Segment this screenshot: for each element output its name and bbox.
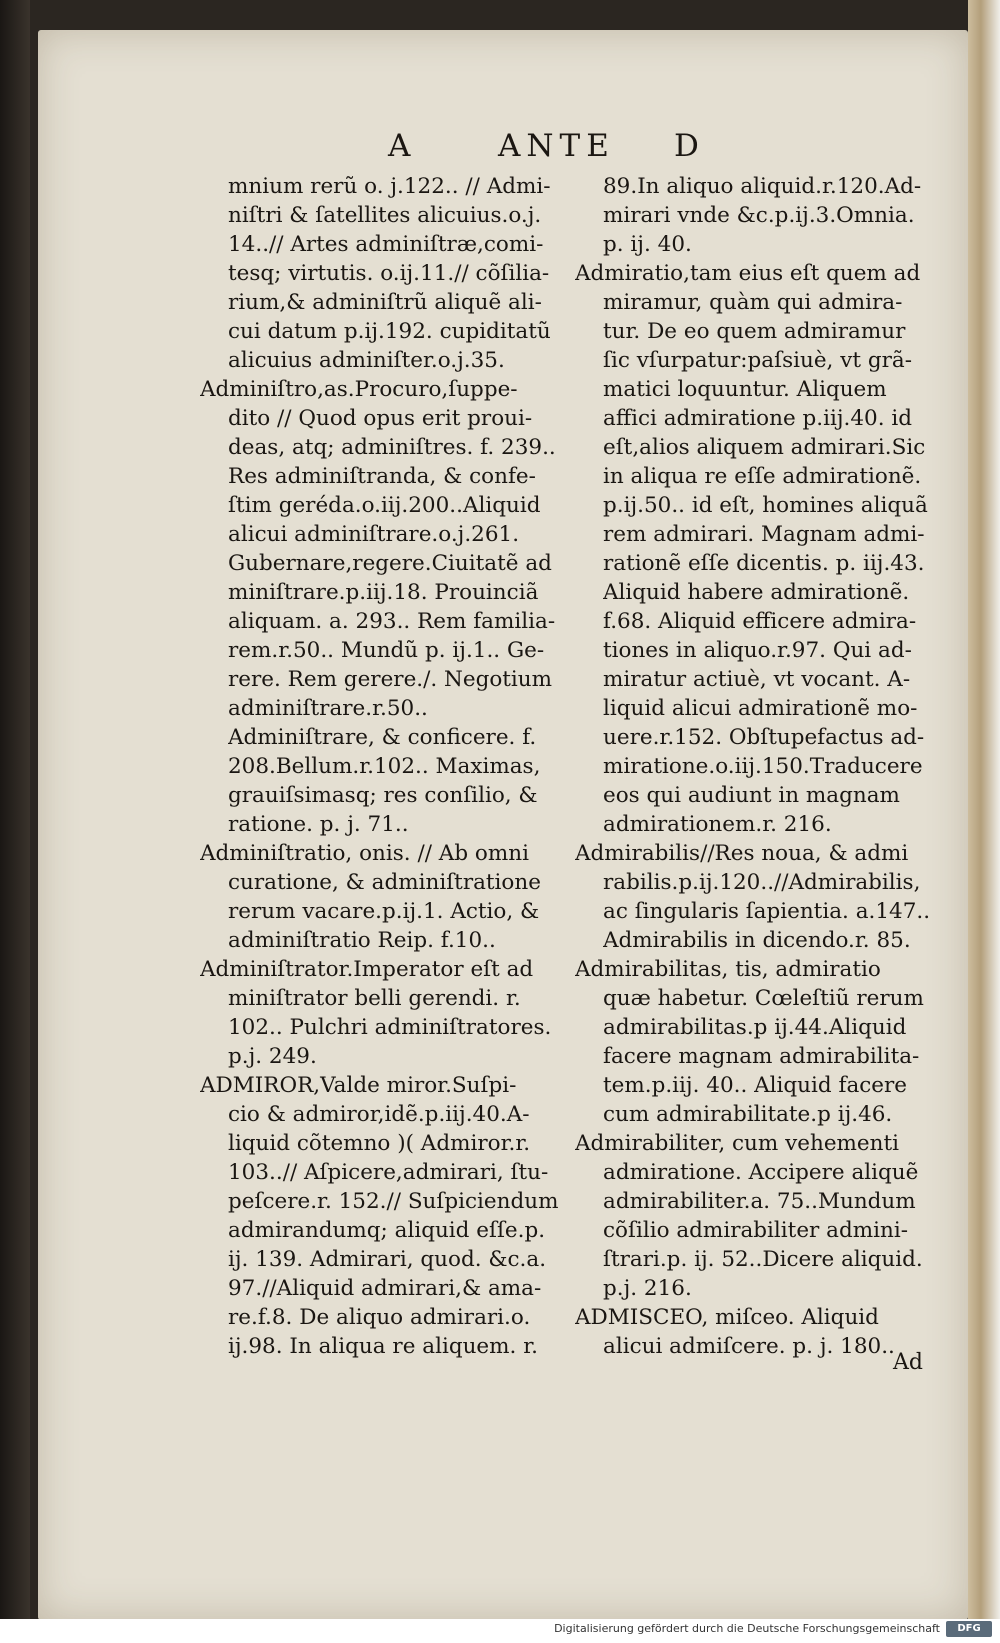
right-column-line: admiratione. Accipere aliquẽ [603,1160,919,1185]
header-left-letter: A [388,128,417,164]
left-column-line: cui datum p.ij.192. cupiditatũ [228,319,551,344]
left-column-line: 102.. Pulchri adminiſtratores. [228,1015,552,1040]
right-column-line: affici admiratione p.iij.40. id [603,406,913,431]
right-column-line: cõſilio admirabiliter admini- [603,1218,908,1243]
left-column-line: ſtim geréda.o.iij.200..Aliquid [228,493,541,518]
footer-bar [0,1619,1000,1643]
right-column-line: admirabiliter.a. 75..Mundum [603,1189,916,1214]
left-column-line: Adminiſtratio, onis. // Ab omni [200,841,529,866]
right-column-line: tiones in aliquo.r.97. Qui ad- [603,638,912,663]
left-column-line: ADMIROR,Valde miror.Suſpi- [200,1073,517,1098]
right-column-line: f.68. Aliquid efficere admira- [603,609,917,634]
left-column-line: rem.r.50.. Mundũ p. ij.1.. Ge- [228,638,545,663]
right-column-line: Admiratio,tam eius eſt quem ad [575,261,921,286]
right-column-line: ſtrari.p. ij. 52..Dicere aliquid. [603,1247,923,1272]
right-column-line: tur. De eo quem admiramur [603,319,906,344]
left-column-line: miniſtrare.p.iij.18. Prouinciã [228,580,539,605]
right-column-line: rabilis.p.ij.120..//Admirabilis, [603,870,921,895]
right-column-line: quæ habetur. Cœleſtiũ rerum [603,986,924,1011]
left-column-line: p.j. 249. [228,1044,317,1069]
right-column-line: tem.p.iij. 40.. Aliquid facere [603,1073,908,1098]
left-column-line: peſcere.r. 152.// Suſpiciendum [228,1189,559,1214]
left-column-line: 14..// Artes adminiſtræ,comi- [228,232,544,257]
footer-credit: Digitalisierung gefördert durch die Deutsche Forschungsgemeinschaft [554,1622,940,1635]
right-column-line: in aliqua re eſſe admirationẽ. [603,464,922,489]
left-column-line: curatione, & adminiſtratione [228,870,541,895]
left-column-line: rerum vacare.p.ij.1. Actio, & [228,899,540,924]
left-column-line: adminiſtrare.r.50.. [228,696,428,721]
header-center-word: ANTE [498,128,615,164]
left-column-line: rere. Rem gerere./. Negotium [228,667,553,692]
left-column-line: Adminiſtro,as.Procuro,ſuppe- [200,377,518,402]
left-column-line: ij. 139. Admirari, quod. &c.a. [228,1247,547,1272]
right-column-line: Admirabilitas, tis, admiratio [575,957,881,982]
right-column-line: ADMISCEO, miſceo. Aliquid [575,1305,879,1330]
left-column-line: re.f.8. De aliquo admirari.o. [228,1305,531,1330]
left-column-line: alicuius adminiſter.o.j.35. [228,348,505,373]
left-column-line: dito // Quod opus erit proui- [228,406,533,431]
left-column-line: 103..// Aſpicere,admirari, ſtu- [228,1160,549,1185]
right-column-line: facere magnam admirabilita- [603,1044,920,1069]
book-edge-left [0,0,30,1643]
dfg-logo: DFG [946,1621,992,1637]
left-column-line: mnium rerũ o. j.122.. // Admi- [228,174,551,199]
right-column-line: uere.r.152. Obſtupefactus ad- [603,725,925,750]
book-edge-right [968,0,1000,1643]
right-column-line: miramur, quàm qui admira- [603,290,903,315]
right-column-line: rem admirari. Magnam admi- [603,522,925,547]
right-column-line: mirari vnde &c.p.ij.3.Omnia. [603,203,915,228]
left-column [200,172,623,1361]
right-column-line: Admirabilis//Res noua, & admi [575,841,909,866]
right-column-line: ac ſingularis ſapientia. a.147.. [603,899,931,924]
left-column-line: cio & admiror,idẽ.p.iij.40.A- [228,1102,530,1127]
catchword: Ad [893,1350,923,1375]
book-page [38,30,968,1620]
left-column-line: grauiſsimasq; res conſilio, & [228,783,538,808]
left-column-line: aliquam. a. 293.. Rem familia- [228,609,556,634]
left-column-line: miniſtrator belli gerendi. r. [228,986,521,1011]
left-column-line: deas, atq; adminiſtres. f. 239.. [228,435,556,460]
right-column-line: miratione.o.iij.150.Traducere [603,754,923,779]
left-column-line: admirandumq; aliquid eſſe.p. [228,1218,546,1243]
right-column [575,172,953,1361]
right-column-line: 89.In aliquo aliquid.r.120.Ad- [603,174,922,199]
left-column-line: Res adminiſtranda, & confe- [228,464,536,489]
right-column-line: p. ij. 40. [603,232,692,257]
left-column-line: ratione. p. j. 71.. [228,812,409,837]
right-column-line: Admirabilis in dicendo.r. 85. [603,928,911,953]
header-right-letter: D [674,128,705,164]
left-column-line: 208.Bellum.r.102.. Maximas, [228,754,541,779]
right-column-line: matici loquuntur. Aliquem [603,377,887,402]
left-column-line: niſtri & ſatellites alicuius.o.j. [228,203,542,228]
left-column-line: Adminiſtrare, & conficere. f. [228,725,537,750]
right-column-line: alicui admiſcere. p. j. 180.. [603,1334,895,1359]
left-column-line: tesq; virtutis. o.ij.11.// cõſilia- [228,261,550,286]
right-column-line: cum admirabilitate.p ij.46. [603,1102,893,1127]
left-column-line: ij.98. In aliqua re aliquem. r. [228,1334,538,1359]
right-column-line: eſt,alios aliquem admirari.Sic [603,435,926,460]
right-column-line: Aliquid habere admirationẽ. [603,580,910,605]
right-column-line: eos qui audiunt in magnam [603,783,900,808]
running-header [38,128,968,168]
right-column-line: liquid alicui admirationẽ mo- [603,696,918,721]
right-column-line: admirationem.r. 216. [603,812,832,837]
right-column-line: Admirabiliter, cum vehementi [575,1131,900,1156]
right-column-line: ſic vſurpatur:paſsiuè, vt grã- [603,348,912,373]
right-column-line: p.ij.50.. id eſt, homines aliquã [603,493,928,518]
right-column-line: p.j. 216. [603,1276,692,1301]
left-column-line: 97.//Aliquid admirari,& ama- [228,1276,542,1301]
right-column-line: miratur actiuè, vt vocant. A- [603,667,911,692]
left-column-line: adminiſtratio Reip. f.10.. [228,928,496,953]
left-column-line: alicui adminiſtrare.o.j.261. [228,522,520,547]
left-column-line: rium,& adminiſtrũ aliquẽ ali- [228,290,542,315]
right-column-line: admirabilitas.p ij.44.Aliquid [603,1015,907,1040]
left-column-line: Adminiſtrator.Imperator eſt ad [200,957,534,982]
left-column-line: liquid cõtemno )( Admiror.r. [228,1131,531,1156]
left-column-line: Gubernare,regere.Ciuitatẽ ad [228,551,552,576]
right-column-line: rationẽ eſſe dicentis. p. iij.43. [603,551,925,576]
